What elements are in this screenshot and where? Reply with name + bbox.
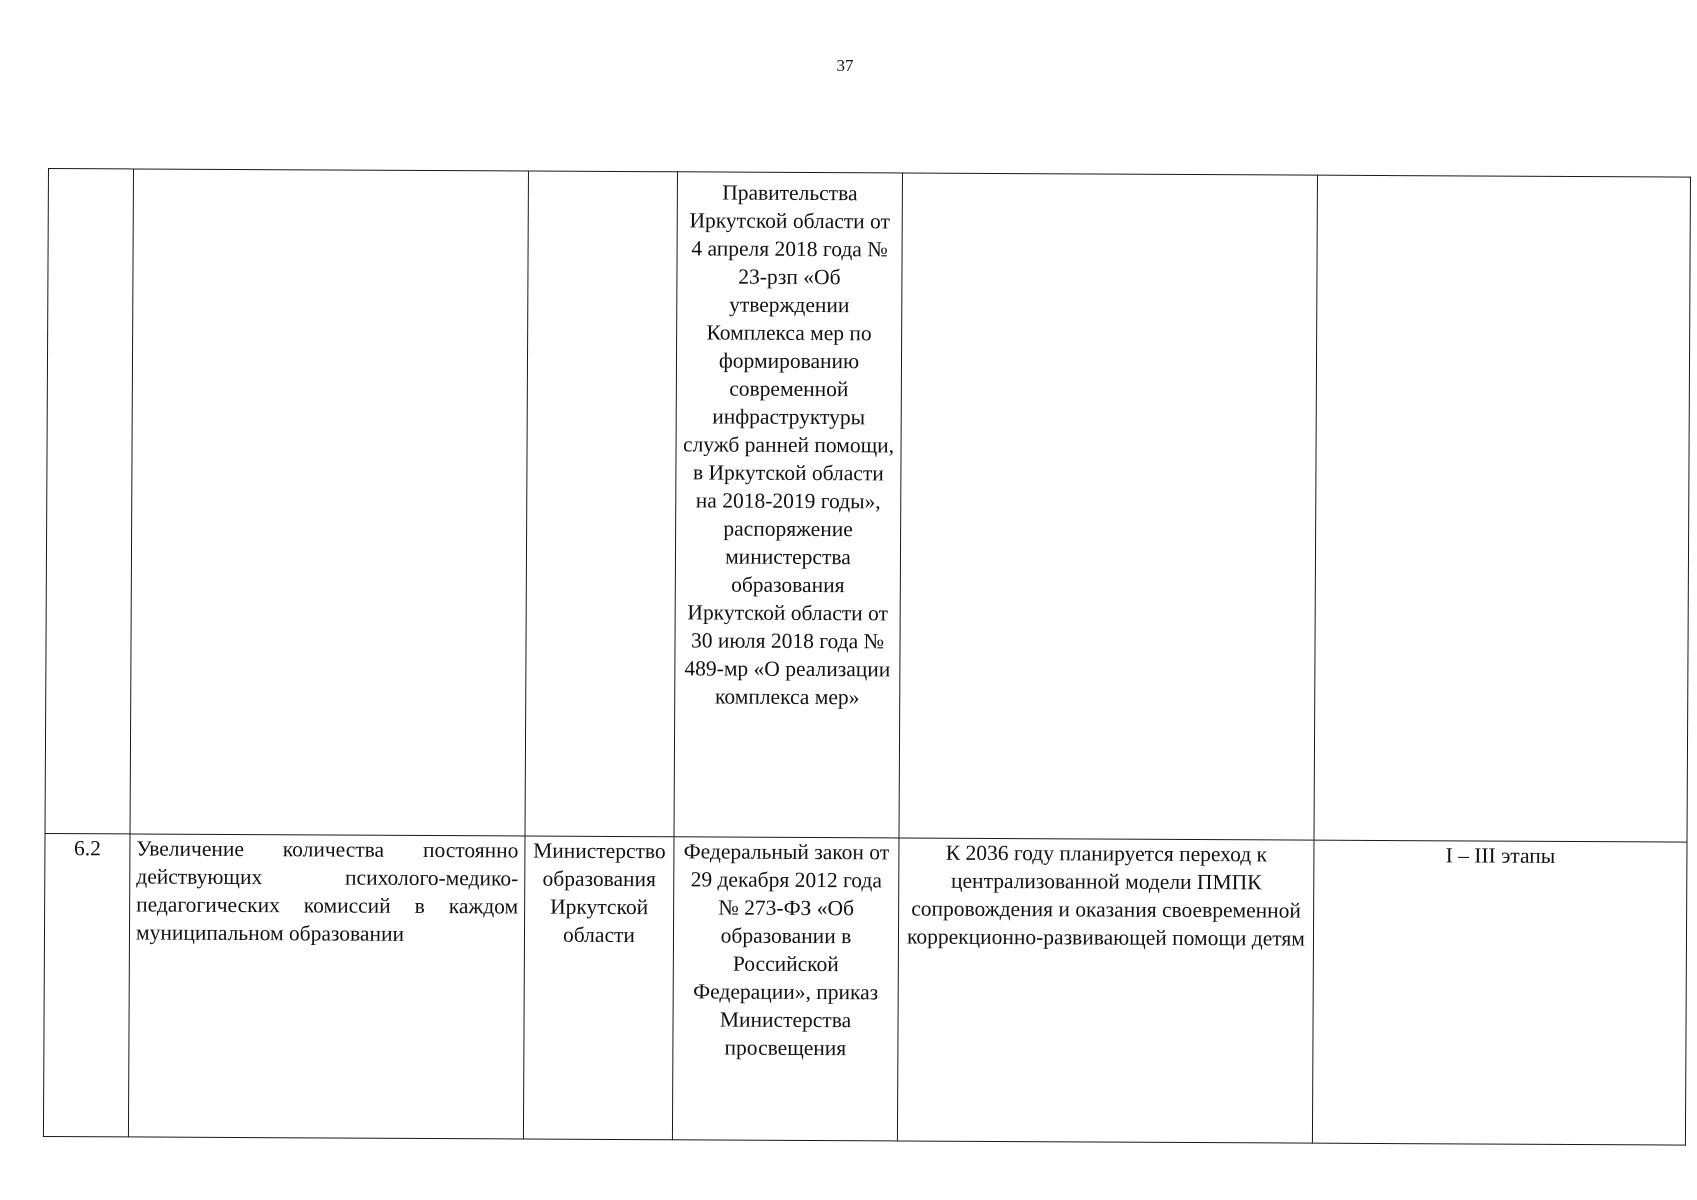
cell-legal-basis: Федеральный закон от 29 декабря 2012 года № 273-ФЗ «Об образовании в Российской Федерации», приказ Министерства просвещения [672, 837, 899, 1141]
cell-expected-result [899, 173, 1317, 840]
table-row [45, 169, 1690, 843]
measures-table [43, 168, 1691, 1146]
cell-number: 6.2 [43, 833, 130, 1136]
cell-measure [130, 169, 528, 836]
cell-legal-basis: Правительства Иркутской области от 4 апреля 2018 года № 23-рзп «Об утверждении Комплекса мер по формированию современной инфраструктуры служб ранней помощи, в Иркутской области на 2018-2019 годы», распоряжение министерства образования Иркутской области от 30 июля 2018 года № 489-мр «О реализации комплекса мер» [674, 172, 902, 838]
cell-executor: Министерство образования Иркутской области [523, 836, 674, 1140]
cell-term: I – III этапы [1312, 840, 1687, 1145]
cell-expected-result: К 2036 году планируется переход к централизованной модели ПМПК сопровождения и оказания своевременной коррекционно-развивающей помощи детям [897, 838, 1314, 1143]
cell-measure: Увеличение количества постоянно действующих психолого-медико-педагогических комиссий в каждом муниципальном образовании [128, 834, 525, 1139]
cell-number [45, 169, 133, 834]
page-number: 37 [836, 56, 854, 75]
table-row [43, 833, 1687, 1145]
cell-executor [525, 171, 677, 837]
cell-term [1314, 175, 1690, 842]
